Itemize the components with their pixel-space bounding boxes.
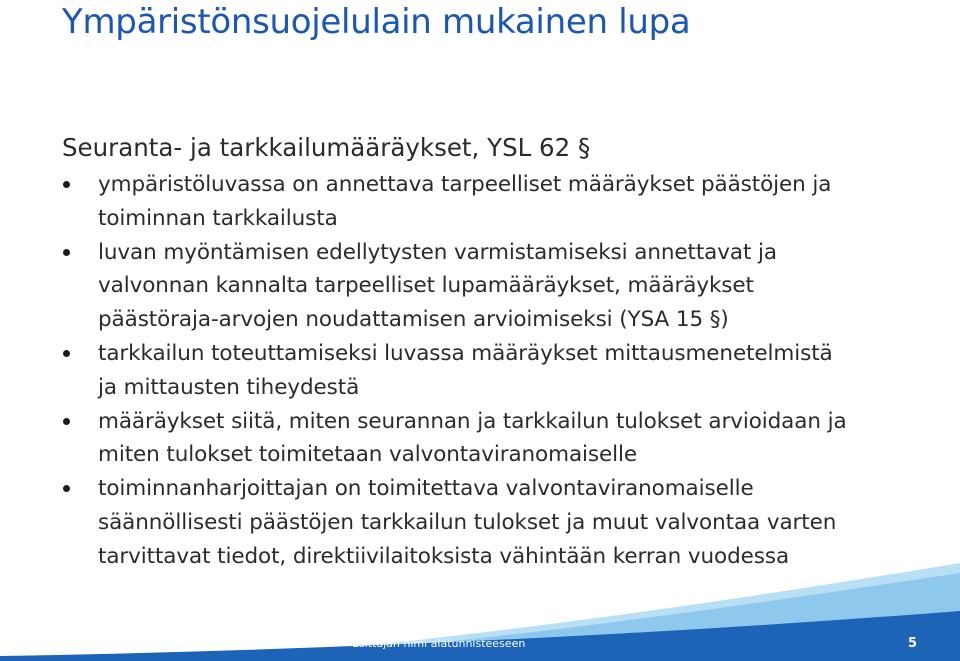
bullet-line: säännöllisesti päästöjen tarkkailun tulokset ja muut valvontaa varten <box>98 509 837 535</box>
bullet-line: miten tulokset toimitetaan valvontaviranomaiselle <box>98 442 638 468</box>
bullet-line: ympäristöluvassa on annettava tarpeelliset määräykset päästöjen ja <box>98 172 832 197</box>
bullet-item-tulosten-toimittaminen <box>62 472 942 573</box>
bullet-line: toiminnan tarkkailusta <box>98 205 338 231</box>
page-number: 5 <box>908 636 918 651</box>
bullet-line: luvan myöntämisen edellytysten varmistamiseksi annettavat ja <box>98 239 777 265</box>
section-subheading: Seuranta- ja tarkkailumääräykset, YSL 62 § <box>62 133 591 162</box>
bullet-line: toiminnanharjoittajan on toimitettava valvontaviranomaiselle <box>98 476 754 502</box>
bullet-line: päästöraja-arvojen noudattamisen arvioimiseksi (YSA 15 §) <box>98 307 729 333</box>
slide-content <box>62 132 942 574</box>
bullet-line: tarvittavat tiedot, direktiivilaitoksista vähintään kerran vuodessa <box>98 543 790 569</box>
footer-presenter-text: Esittäjän nimi alatunnisteeseen <box>352 637 526 650</box>
bullet-item-lupamaaraykset <box>62 236 942 337</box>
bullet-item-tulosten-arviointi <box>62 405 942 473</box>
bullet-line: valvonnan kannalta tarpeelliset lupamääräykset, määräykset <box>98 273 754 299</box>
bullet-line: tarkkailun toteuttamiseksi luvassa määräykset mittausmenetelmistä <box>98 340 833 366</box>
slide-title: Ympäristönsuojelulain mukainen lupa <box>62 2 691 42</box>
bullet-item-tarkkailumaaraykset <box>62 168 942 236</box>
bullet-line: ja mittausten tiheydestä <box>98 374 360 400</box>
bullet-item-mittausmenetelmat <box>62 337 942 405</box>
bullet-list <box>62 168 942 574</box>
bullet-line: määräykset siitä, miten seurannan ja tarkkailun tulokset arvioidaan ja <box>98 408 847 434</box>
